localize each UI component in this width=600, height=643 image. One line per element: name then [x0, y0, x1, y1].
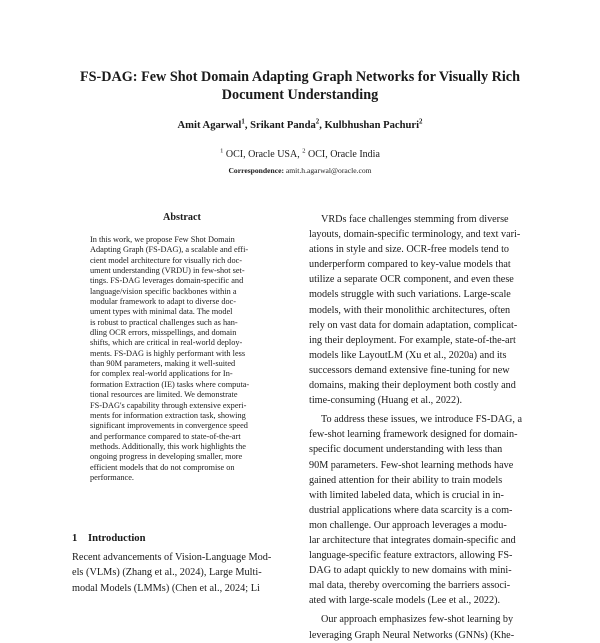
text-line: models like LayoutLM (Xu et al., 2020a) and its [309, 349, 507, 361]
section-title: Introduction [88, 533, 146, 544]
text-line: cient model architecture for visually rich doc- [90, 255, 243, 265]
text-line: shifts, which are critical in real-world deploy- [90, 338, 243, 348]
affiliation-mark: 1 [220, 147, 224, 155]
text-line: ument understanding (VRDU) in few-shot set- [90, 266, 245, 276]
text-line: In this work, we propose Few Shot Domain [90, 235, 235, 244]
text-line: language/vision specific backbones within a [90, 286, 237, 296]
text-line: time-consuming (Huang et al., 2022). [309, 395, 463, 407]
text-line: mon challenge. Our approach leverages a modu- [309, 519, 507, 531]
text-line: efficient models that do not compromise on [90, 462, 235, 472]
affiliation-text: OCI, Oracle USA, [223, 149, 303, 160]
introduction-body [72, 550, 294, 596]
text-line: gained attention for their ability to train models [309, 474, 503, 486]
text-line: dling OCR errors, misspellings, and domain [90, 328, 237, 338]
text-line: successors demand extensive fine-tuning for new [309, 364, 510, 376]
correspondence-label: Correspondence: [228, 166, 284, 175]
abstract-body [90, 235, 274, 483]
author-name: Amit Agarwal [177, 120, 242, 131]
text-line: few-shot learning framework designed for domain- [309, 429, 518, 441]
text-line: Adapting Graph (FS-DAG), a scalable and effi- [90, 245, 249, 255]
text-line: VRDs face challenges stemming from diverse [321, 214, 509, 225]
text-line: mal data, thereby overcoming the barriers associ- [309, 580, 511, 592]
affiliation-text: OCI, Oracle India [305, 149, 380, 160]
text-line: models struggle with such variations. Large-scale [309, 289, 511, 301]
text-line: leveraging Graph Neural Networks (GNNs) (Khe- [309, 629, 515, 641]
text-line: underperform compared to key-value models that [309, 259, 511, 271]
text-line: utilize a separate OCR component, and even these [309, 274, 514, 286]
text-line: specific document understanding with less than [309, 444, 503, 456]
correspondence [40, 166, 560, 175]
author-name: Kulbhushan Pachuri [324, 120, 420, 131]
text-line: tional resources are limited. We demonstrate [90, 390, 238, 400]
text-line: modal Models (LMMs) (Chen et al., 2024; Li [72, 582, 260, 594]
author-affiliation-mark: 2 [315, 118, 320, 126]
text-line: 90M parameters. Few-shot learning methods have [309, 459, 514, 471]
author-list: Amit Agarwal$^1$, Srikant Panda$^2$, Kulbhushan Pachuri$^2$ [177, 118, 423, 131]
text-line: lar architecture that integrates domain-specific and [309, 534, 516, 546]
text-line: models, with their monolithic architectures, often [309, 304, 511, 316]
text-line: dustrial applications where data scarcity is a com- [309, 504, 513, 516]
text-line: with limited labeled data, which is crucial in in- [309, 489, 504, 501]
section-heading-introduction [72, 533, 292, 544]
abstract-heading: Abstract [163, 212, 201, 223]
author-affiliation-mark: 1 [241, 118, 245, 126]
section-number: 1 [72, 533, 78, 544]
text-line: FS-DAG's capability through extensive experi- [90, 400, 247, 410]
text-line: ations in style and size. OCR-free models tend to [309, 244, 510, 256]
text-line: and performance compared to state-of-the-art [90, 431, 241, 441]
paragraph [309, 612, 531, 642]
text-line: ments for information extraction task, showing [90, 410, 246, 420]
text-line: els (VLMs) (Zhang et al., 2024), Large Multi- [72, 567, 262, 579]
text-line: modular framework to adapt to diverse doc- [90, 297, 237, 307]
text-line: rely on vast data for domain adaptation, complicat- [309, 319, 518, 331]
paper-title-line-2: Document Understanding [221, 87, 379, 103]
paper-title [40, 68, 560, 104]
text-line: tings. FS-DAG leverages domain-specific and [90, 276, 244, 286]
author-name: Srikant Panda [250, 120, 316, 131]
text-line: To address these issues, we introduce FS-DAG, a [321, 414, 523, 426]
paragraph [309, 412, 531, 608]
text-line: domains, making their deployment both costly and [309, 380, 516, 392]
text-line: is robust to practical challenges such as han- [90, 317, 238, 327]
text-line: layouts, domain-specific terminology, and text vari- [309, 229, 521, 241]
text-line: than 90M parameters, making it well-suited [90, 359, 236, 369]
text-line: DAG to adapt quickly to new domains with mini- [309, 565, 512, 577]
text-line: methods. Additionally, this work highlights the [90, 441, 246, 451]
author-affiliation-mark: 2 [419, 118, 423, 126]
text-line: ument types with minimal data. The model [90, 307, 233, 317]
text-line: significant improvements in convergence speed [90, 421, 248, 431]
affiliations [40, 149, 560, 160]
right-column [309, 212, 531, 643]
text-line: ongoing progress in developing smaller, more [90, 452, 243, 462]
text-line: language-specific feature extractors, allowing FS- [309, 550, 513, 562]
text-line: ing their deployment. For example, state-of-the-art [309, 334, 516, 346]
text-line: performance. [90, 472, 134, 482]
text-line: ated with large-scale models (Lee et al., 2022). [309, 595, 501, 607]
affiliation-mark: 2 [302, 147, 306, 155]
text-line: Our approach emphasizes few-shot learning by [321, 614, 514, 626]
correspondence-email[interactable]: amit.h.agarwal@oracle.com [285, 166, 372, 175]
paragraph [309, 212, 531, 408]
text-line: formation Extraction (IE) tasks where computa- [90, 379, 250, 389]
text-line: for complex real-world applications for In- [90, 369, 233, 379]
text-line: ments. FS-DAG is highly performant with less [90, 348, 246, 358]
paper-title-line-1: FS-DAG: Few Shot Domain Adapting Graph Networks for Visually Rich [80, 69, 520, 85]
text-line: Recent advancements of Vision-Language Mod- [72, 552, 272, 563]
